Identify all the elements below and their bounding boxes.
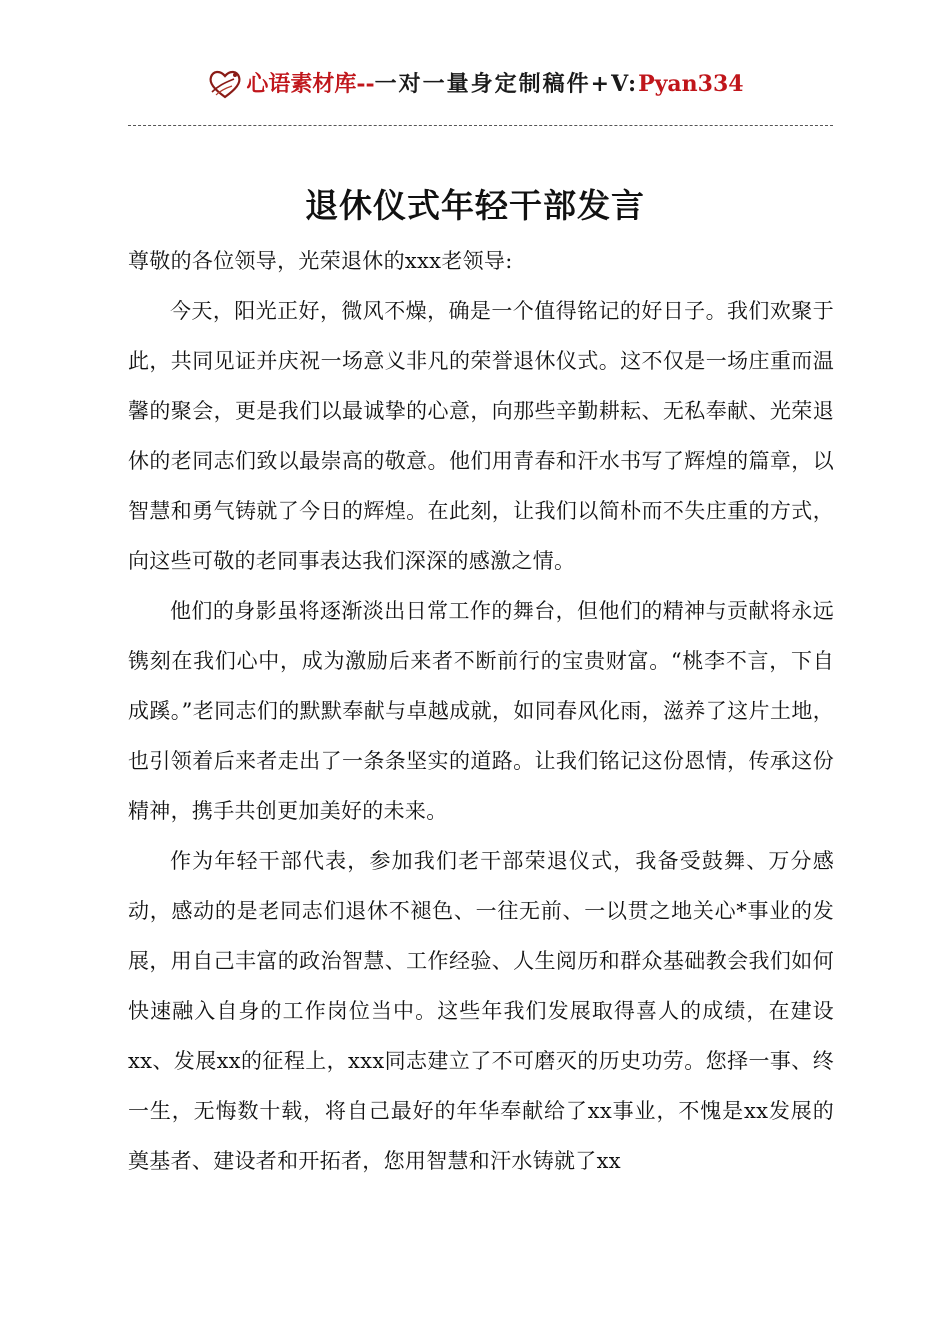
paragraph-2: 他们的身影虽将逐渐淡出日常工作的舞台，但他们的精神与贡献将永远镌刻在我们心中，成为激励后来者不断前行的宝贵财富。“桃李不言，下自成蹊。”老同志们的默默奉献与卓越成就，如同春风化雨，滋养了这片土地，也引领着后来者走出了一条条坚实的道路。让我们铭记这份恩情，传承这份精神，携手共创更加美好的未来。 — [128, 599, 834, 823]
document-body — [128, 236, 834, 1186]
paragraph-3: 作为年轻干部代表，参加我们老干部荣退仪式，我备受鼓舞、万分感动，感动的是老同志们退休不褪色、一往无前、一以贯之地关心*事业的发展，用自己丰富的政治智慧、工作经验、人生阅历和群众基础教会我们如何快速融入自身的工作岗位当中。这些年我们发展取得喜人的成绩，在建设xx、发展xx的征程上，xxx同志建立了不可磨灭的历史功劳。您择一事、终一生，无悔数十载，将自己最好的年华奉献给了xx事业，不愧是xx发展的奠基者、建设者和开拓者，您用智慧和汗水铸就了xx — [128, 849, 834, 1173]
document-title: 退休仪式年轻干部发言 — [305, 186, 645, 225]
page-header — [0, 62, 950, 102]
brand-name: 心语素材库 — [246, 70, 357, 97]
header-divider — [128, 125, 833, 126]
header-banner — [246, 67, 743, 98]
salutation: 尊敬的各位领导，光荣退休的xxx老领导: — [128, 249, 513, 273]
heart-logo-icon — [206, 66, 244, 102]
header-separator: -- — [356, 70, 375, 97]
header-contact: Pyan334 — [638, 70, 744, 97]
header-slogan: 一对一量身定制稿件+V: — [374, 70, 639, 97]
paragraph-1: 今天，阳光正好，微风不燥，确是一个值得铭记的好日子。我们欢聚于此，共同见证并庆祝一场意义非凡的荣誉退休仪式。这不仅是一场庄重而温馨的聚会，更是我们以最诚挚的心意，向那些辛勤耕耘、无私奉献、光荣退休的老同志们致以最崇高的敬意。他们用青春和汗水书写了辉煌的篇章，以智慧和勇气铸就了今日的辉煌。在此刻，让我们以简朴而不失庄重的方式，向这些可敬的老同事表达我们深深的感激之情。 — [128, 299, 834, 573]
